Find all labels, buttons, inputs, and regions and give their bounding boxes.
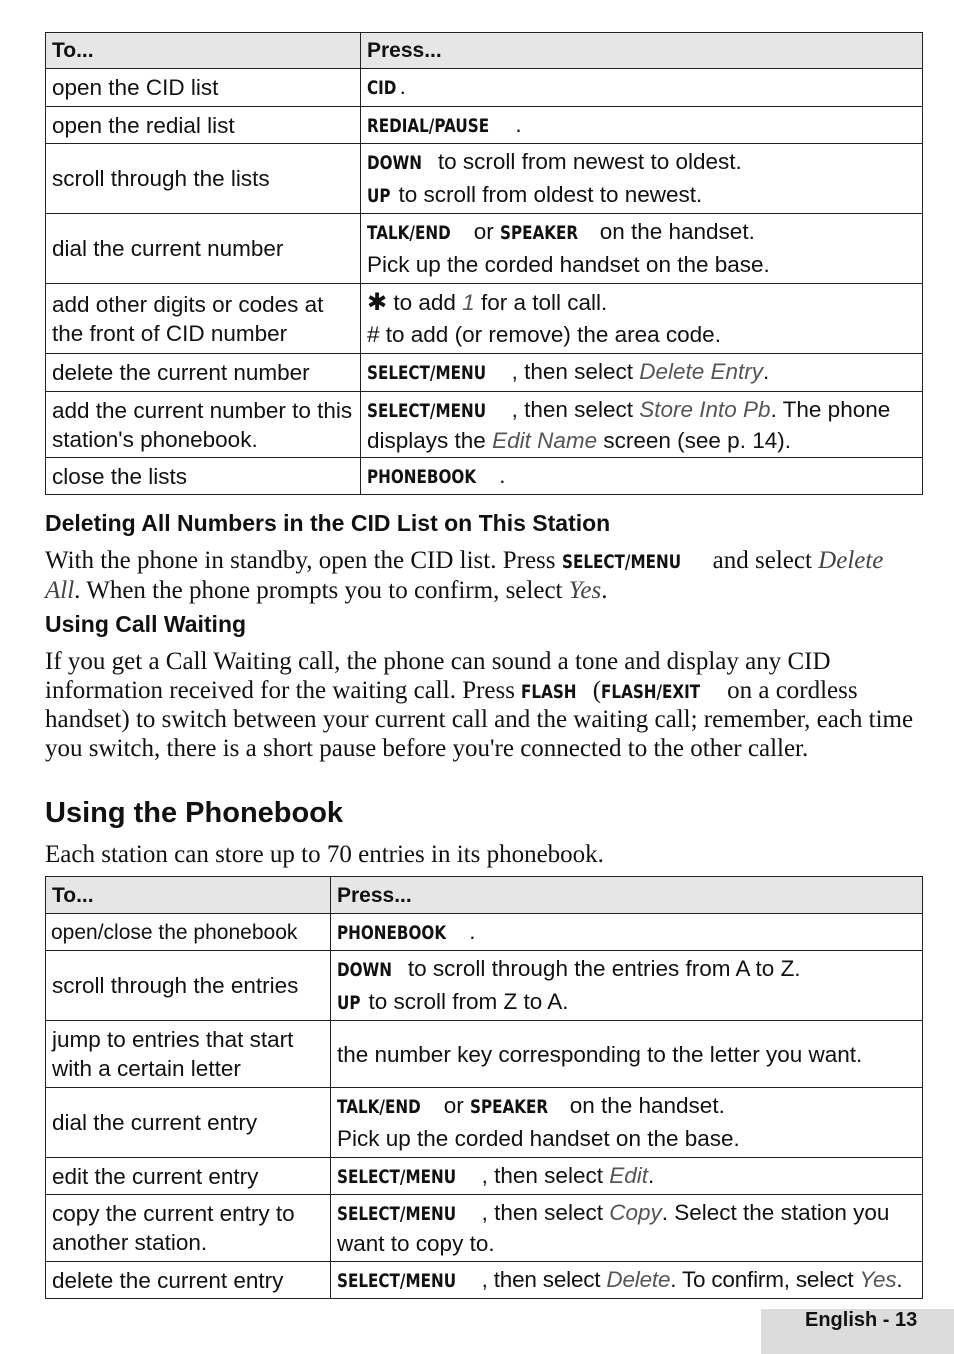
table-row (46, 354, 923, 392)
action-cell: scroll through the lists (46, 144, 361, 214)
key-label: UP (337, 991, 361, 1014)
column-header-to: To... (46, 877, 331, 914)
cid-redial-table (45, 32, 923, 495)
key-label: FLASH/EXIT (601, 680, 701, 703)
phonebook-intro: Each station can store up to 70 entries in its phonebook. (45, 841, 604, 868)
delete-all-paragraph: With the phone in standby, open the CID list. Press SELECT/MENU and select Delete All. When the phone prompts you to confirm, select Yes. (45, 547, 884, 604)
action-cell: close the lists (46, 458, 361, 495)
action-cell: add the current number to this station's phonebook. (46, 392, 361, 458)
key-label: SELECT/MENU (367, 362, 487, 384)
key-cell: SELECT/MENU , then select Delete. To confirm, select Yes. (331, 1262, 923, 1299)
key-cell: REDIAL/PAUSE . (361, 107, 923, 144)
key-cell: PHONEBOOK . (331, 914, 923, 951)
key-label: UP (367, 184, 391, 207)
table-row (46, 1021, 923, 1088)
table-header-row (46, 877, 923, 914)
table-row (46, 914, 923, 951)
key-label: SPEAKER (499, 222, 579, 244)
action-cell: delete the current entry (46, 1262, 331, 1299)
table-row (46, 951, 923, 1021)
table-row (46, 1262, 923, 1299)
action-cell: copy the current entry to another station. (46, 1195, 331, 1262)
action-cell: jump to entries that start with a certain letter (46, 1021, 331, 1088)
page-footer (761, 1309, 954, 1354)
call-waiting-paragraph: If you get a Call Waiting call, the phone can sound a tone and display any CID information received for the waiting call. Press FLASH (FLASH/EXIT on a cordless handset) to switch between your current call and the waiting call; remember, each time you switch, there is a short pause before you're connected to the other caller. (45, 648, 914, 762)
table-row (46, 144, 923, 214)
key-label: DOWN (367, 151, 423, 174)
key-label: PHONEBOOK (367, 465, 477, 488)
table-row (46, 1195, 923, 1262)
table-row (46, 1158, 923, 1195)
action-cell: open/close the phonebook (46, 914, 331, 951)
key-label: SELECT/MENU (337, 1269, 457, 1292)
key-cell: DOWN to scroll from newest to oldest. UP to scroll from oldest to newest. (361, 144, 923, 214)
key-label: SELECT/MENU (337, 1165, 457, 1188)
table-row (46, 1088, 923, 1158)
table-row (46, 458, 923, 495)
key-label: SELECT/MENU (337, 1203, 457, 1225)
action-cell: edit the current entry (46, 1158, 331, 1195)
key-label: TALK/END (337, 1096, 421, 1118)
section-heading-phonebook: Using the Phonebook (45, 797, 344, 829)
key-label: REDIAL/PAUSE (367, 114, 490, 137)
key-cell: SELECT/MENU , then select Delete Entry. (361, 354, 923, 392)
action-cell: open the CID list (46, 69, 361, 107)
table-row (46, 107, 923, 144)
section-heading-call-waiting: Using Call Waiting (45, 611, 247, 637)
action-cell: dial the current number (46, 214, 361, 284)
action-cell: add other digits or codes at the front of CID number (46, 284, 361, 354)
key-cell: TALK/END or SPEAKER on the handset. Pick up the corded handset on the base. (361, 214, 923, 284)
section-heading-delete-all: Deleting All Numbers in the CID List on This Station (45, 510, 611, 536)
table-row (46, 69, 923, 107)
key-cell: SELECT/MENU , then select Store Into Pb. The phone displays the Edit Name screen (see p. 14). (361, 392, 923, 458)
key-cell: DOWN to scroll through the entries from A to Z. UP to scroll from Z to A. (331, 951, 923, 1021)
action-cell: scroll through the entries (46, 951, 331, 1021)
page-number: English - 13 (805, 1309, 918, 1331)
key-label: SPEAKER (469, 1096, 549, 1118)
key-cell: the number key corresponding to the letter you want. (331, 1021, 923, 1088)
key-label: CID (367, 77, 397, 99)
key-label: TALK/END (367, 222, 451, 244)
key-cell: ✱ to add 1 for a toll call. # to add (or remove) the area code. (361, 284, 923, 354)
table-row (46, 284, 923, 354)
star-key-icon: ✱ (367, 288, 388, 316)
action-cell: dial the current entry (46, 1088, 331, 1158)
column-header-press: Press... (361, 33, 923, 69)
table-header-row (46, 33, 923, 69)
key-label: PHONEBOOK (337, 921, 447, 944)
column-header-press: Press... (331, 877, 923, 914)
key-cell: TALK/END or SPEAKER on the handset. Pick up the corded handset on the base. (331, 1088, 923, 1158)
key-cell: SELECT/MENU , then select Edit. (331, 1158, 923, 1195)
key-label: SELECT/MENU (561, 551, 681, 573)
key-cell: PHONEBOOK . (361, 458, 923, 495)
key-cell: CID . (361, 69, 923, 107)
key-label: FLASH (521, 680, 577, 703)
action-cell: delete the current number (46, 354, 361, 392)
key-label: DOWN (337, 958, 393, 981)
table-row (46, 214, 923, 284)
action-cell: open the redial list (46, 107, 361, 144)
column-header-to: To... (46, 33, 361, 69)
key-cell: SELECT/MENU , then select Copy. Select the station you want to copy to. (331, 1195, 923, 1262)
table-row (46, 392, 923, 458)
key-label: SELECT/MENU (367, 399, 487, 422)
phonebook-table (45, 876, 923, 1299)
